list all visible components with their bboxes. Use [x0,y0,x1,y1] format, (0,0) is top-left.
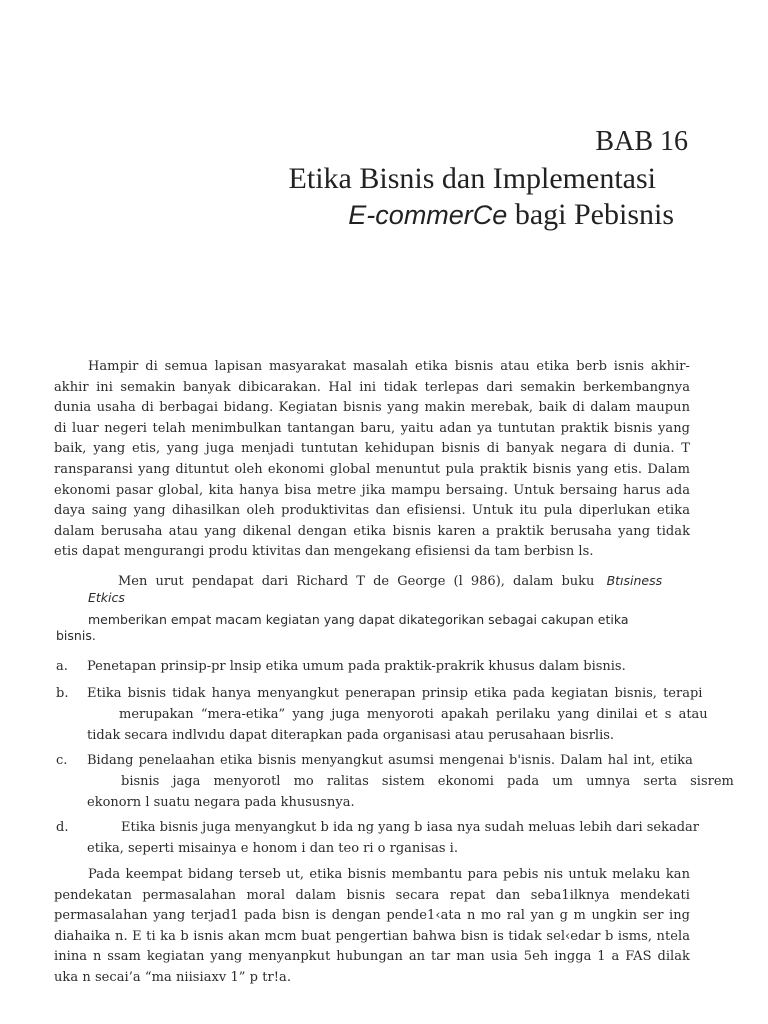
paragraph-intro: Hampir di semua lapisan masyarakat masalah etika bisnis atau etika berb isnis akhir-akhir ini semakin banyak dibicarakan. Hal ini tidak terlepas dari semakin berkembangnya dunia usaha di berbagai bidang. Kegiatan bisnis yang makin merebak, baik di dalam maupun di luar negeri telah menimbulkan tantangan baru, yaitu adan ya tuntutan praktik bisnis yang baik, yang etis, yang juga menjadi tuntutan kehidupan bisnis di banyak negara di dunia. T ransparansi yang dituntut oleh ekonomi global menuntut pula praktik bisnis yang etis. Dalam ekonomi pasar global, kita hanya bisa metre jika mampu bersaing. Untuk bersaing harus ada daya saing yang dihasilkan oleh produktivitas dan efisiensi. Untuk itu pula diperlukan etika dalam berusaha atau yang dikenal dengan etika bisnis karen a praktik berusaha yang tidak etis dapat mengurangi produ ktivitas dan mengekang efisiensi da tam berbisn ls. [54,359,690,560]
list-item [56,818,700,862]
list-letter: d. [56,820,69,835]
chapter-title-ecommerce: E-commerCe [348,200,508,230]
list-letter: a. [56,659,68,674]
paragraph-degeorge-lead-text: Men urut pendapat dari Richard T de George (l 986), dalam buku [118,574,595,589]
list-line: ekonorn l suatu negara pada khususnya. [87,795,355,810]
list-line: tidak secara indlvıdu dapat diterapkan pada organisasi atau perusahaan bisrlis. [87,728,615,743]
paragraph-closing: Pada keempat bidang terseb ut, etika bisnis membantu para pebis nis untuk melaku kan pendekatan permasalahan moral dalam bisnis secara repat dan seba1ilknya mendekati permasalahan yang terjad1 pada bisn is dengan pende1‹ata n mo ral yan g m ungkin ser ing diahaika n. E ti ka b isnis akan mcm buat pengertian bahwa bisn is tidak sel‹edar b isms, ntela inina n ssam kegiatan yang menyanpkut hubungan an tar man usia 5eh ingga 1 a FAS dilak uka n secai’a “ma niisiaxv 1” p tr!a. [54,867,690,985]
list-line: Penetapan prinsip-pr lnsip etika umum pada praktik-prakrik khusus dalam bisnis. [87,659,626,674]
chapter-title-line1: Etika Bisnis dan Implementasi [288,162,656,195]
list-item [56,657,690,679]
paragraph-degeorge-lead [118,573,670,589]
list-letter: b. [56,686,69,701]
list-line: Etika bisnis juga menyangkut b ida ng yang b iasa nya sudah meluas lebih dari sekadar [121,820,700,835]
list-line: bisnis jaga menyorotl mo ralitas sistem ekonomi pada um umnya serta sisrem [121,774,734,789]
list-line: Etika bisnis tidak hanya menyangkut penerapan prinsip etika pada kegiatan bisnis, terapi [87,686,703,701]
chapter-title-rest: bagi Pebisnis [514,198,674,231]
paragraph-degeorge-cont: memberikan empat macam kegiatan yang dapat dikategorikan sebagai cakupan etika [88,612,629,627]
book-title-part2: Etkics [88,590,125,605]
chapter-number: BAB 16 [595,126,688,157]
list-letter: c. [56,753,68,768]
list-line: merupakan “mera-etika” yang juga menyoroti apakah perilaku yang dinilai et s atau [119,707,708,722]
paragraph-degeorge-tail: bisnis. [56,628,96,643]
list-line: etika, seperti misainya e honom i dan teo ri o rganisas i. [87,841,458,856]
list-item [56,751,734,815]
chapter-title-line2 [348,198,674,232]
list-line: Bidang penelaahan etika bisnis menyangkut asumsi mengenai b'isnis. Dalam hal int, etika [87,753,693,768]
book-title-part1: Btısiness [606,573,663,588]
list-item [56,684,708,748]
